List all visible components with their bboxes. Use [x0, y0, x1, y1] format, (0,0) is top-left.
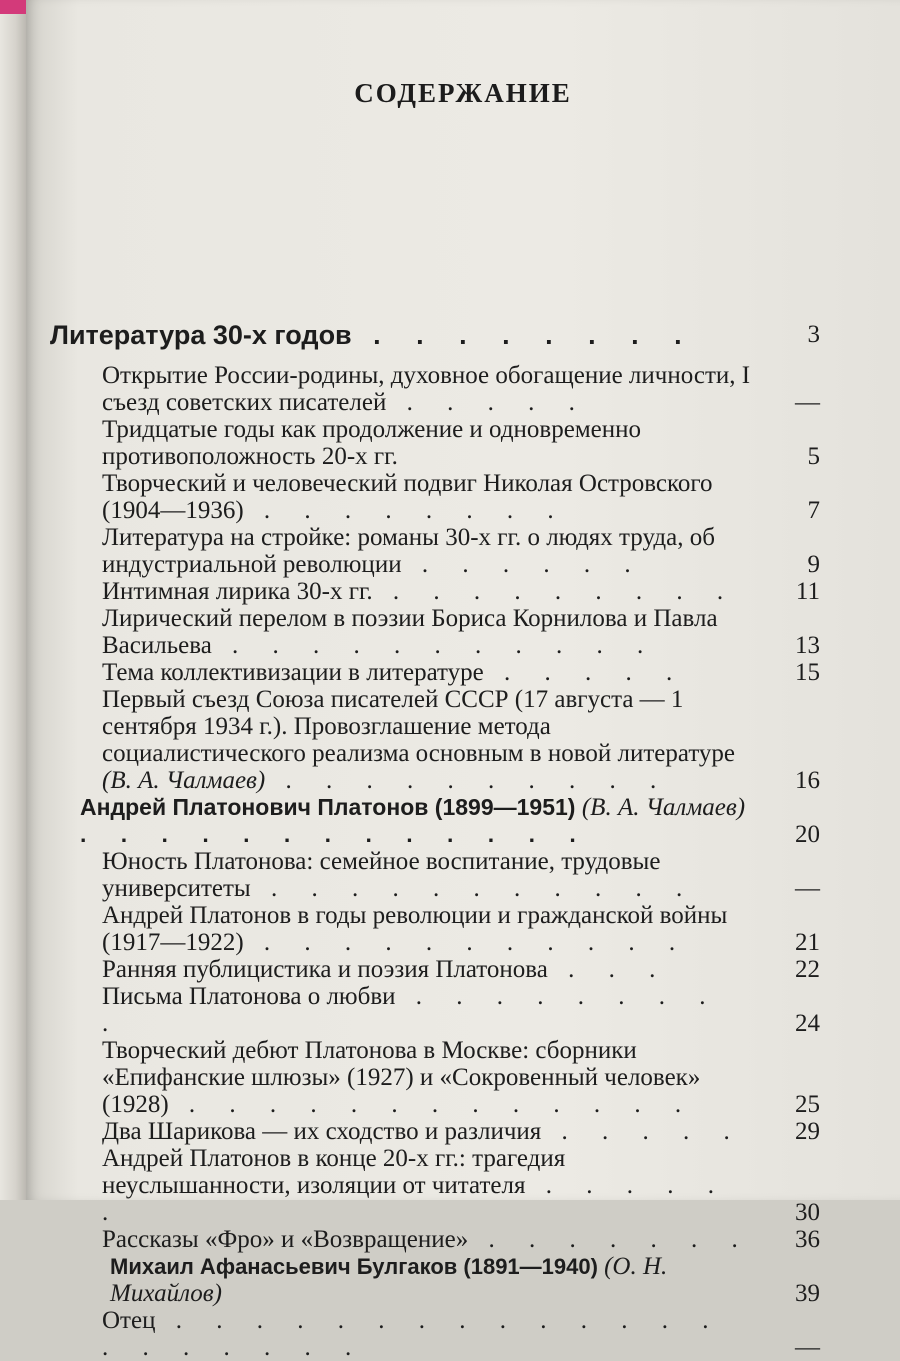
toc-entry: Литература на стройке: романы 30-х гг. о людях труда, об индустриальной революции . . . . . . 9	[102, 524, 820, 578]
toc-entry: Письма Платонова о любви . . . . . . . . . 24	[102, 983, 820, 1037]
page-number: —	[795, 875, 820, 902]
toc-entry: Тема коллективизации в литературе . . . . . 15	[102, 659, 820, 686]
toc-entry: Тридцатые годы как продолжение и одновременно противоположность 20-х гг. 5	[102, 416, 820, 470]
book-edge	[0, 0, 28, 1200]
toc-section-heading: Литература 30-х годов . . . . . . . . 3	[50, 316, 820, 354]
page-number: 15	[795, 659, 820, 686]
page-number: 39	[795, 1280, 820, 1307]
toc-entry: Лирический перелом в поэзии Бориса Корнилова и Павла Васильева . . . . . . . . . . . 13	[102, 605, 820, 659]
toc-entry: Рассказы «Фро» и «Возвращение» . . . . . . . 36	[102, 1226, 820, 1253]
book-page	[26, 0, 900, 1361]
page-number: —	[795, 389, 820, 416]
page-number: 30	[795, 1199, 820, 1226]
toc-entry: Андрей Платонов в годы революции и гражданской войны (1917—1922) . . . . . . . . . . . 21	[102, 902, 820, 956]
page-number: 21	[795, 929, 820, 956]
page-number: 16	[795, 767, 820, 794]
page-number: 36	[795, 1226, 820, 1253]
page-number: 9	[807, 551, 820, 578]
toc-entry: Юность Платонова: семейное воспитание, трудовые университеты . . . . . . . . . . . —	[102, 848, 820, 902]
toc-author-heading: Михаил Афанасьевич Булгаков (1891—1940) (О. Н. Михайлов) 39	[110, 1253, 820, 1307]
toc-entry: Ранняя публицистика и поэзия Платонова . . . 22	[102, 956, 820, 983]
page-number: 25	[795, 1091, 820, 1118]
page-title: СОДЕРЖАНИЕ	[354, 78, 572, 108]
page-number: —	[795, 1334, 820, 1361]
toc-entry: Открытие России-родины, духовное обогащение личности, I съезд советских писателей . . . . . —	[102, 362, 820, 416]
page-number: 3	[807, 321, 820, 348]
toc-entry: Первый съезд Союза писателей СССР (17 августа — 1 сентября 1934 г.). Провозглашение метода социалистического реализма основным в новой литературе (В. А. Чалмаев) . . . . . . . . . . 16	[102, 686, 820, 794]
page-number: 13	[795, 632, 820, 659]
page-number: 11	[795, 578, 820, 605]
toc-entry: Андрей Платонов в конце 20-х гг.: трагедия неуслышанности, изоляции от читателя . . . . . . 30	[102, 1145, 820, 1226]
table-of-contents	[50, 316, 820, 1361]
toc-entry: Интимная лирика 30-х гг. . . . . . . . . . 11	[102, 578, 820, 605]
page-number: 7	[807, 497, 820, 524]
toc-entry: Творческий и человеческий подвиг Николая Островского (1904—1936) . . . . . . . . 7	[102, 470, 820, 524]
page-number: 20	[795, 821, 820, 848]
page-number: 5	[807, 443, 820, 470]
toc-author-heading: Андрей Платонович Платонов (1899—1951) (В. А. Чалмаев) . . . . . . . . . . . . . 20	[80, 794, 820, 848]
toc-entry: Отец . . . . . . . . . . . . . . . . . . . . . —	[102, 1307, 820, 1361]
toc-entry: Творческий дебют Платонова в Москве: сборники «Епифанские шлюзы» (1927) и «Сокровенный человек» (1928) . . . . . . . . . . . . . 25	[102, 1037, 820, 1118]
toc-entry: Два Шарикова — их сходство и различия . . . . . 29	[102, 1118, 820, 1145]
page-number: 29	[795, 1118, 820, 1145]
page-number: 24	[795, 1010, 820, 1037]
page-number: 22	[795, 956, 820, 983]
